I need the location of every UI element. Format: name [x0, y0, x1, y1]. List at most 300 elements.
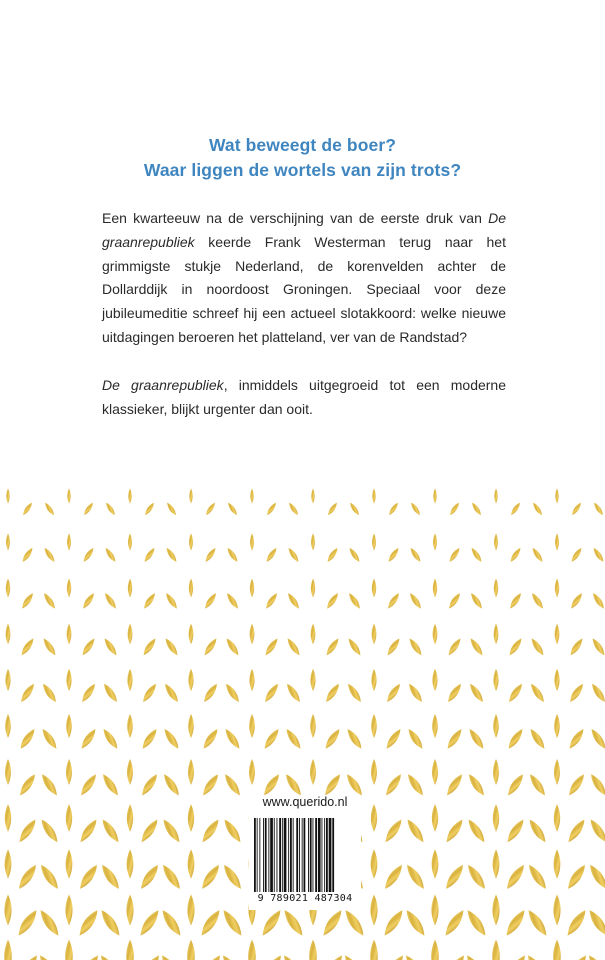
- book-title-italic: De graanrepubliek: [102, 376, 224, 393]
- gold-leaf-shape: [5, 849, 12, 878]
- gold-leaf-shape: [5, 759, 11, 785]
- gold-leaf-shape: [463, 953, 490, 960]
- gold-leaf-shape: [309, 940, 317, 960]
- barcode-bar: [274, 818, 275, 892]
- gold-leaf-shape: [347, 592, 362, 611]
- gold-leaf-shape: [14, 953, 41, 960]
- gold-leaf-shape: [204, 546, 218, 563]
- gold-leaf-shape: [128, 488, 132, 503]
- gold-leaf-shape: [143, 546, 157, 563]
- gold-leaf-shape: [508, 592, 523, 611]
- isbn-barcode: [252, 818, 360, 894]
- gold-leaf-shape: [99, 862, 123, 891]
- gold-leaf-shape: [162, 727, 182, 751]
- gold-leaf-shape: [0, 953, 2, 960]
- gold-leaf-shape: [570, 501, 582, 516]
- gold-leaf-shape: [493, 804, 499, 832]
- gold-leaf-shape: [565, 862, 589, 891]
- gold-leaf-shape: [525, 908, 550, 939]
- gold-leaf-shape: [503, 908, 528, 939]
- gold-leaf-shape: [447, 592, 462, 611]
- gold-leaf-shape: [137, 908, 162, 939]
- gold-leaf-shape: [82, 546, 96, 563]
- gold-leaf-shape: [591, 592, 605, 611]
- gold-leaf-shape: [505, 772, 526, 797]
- barcode-bar: [332, 818, 334, 892]
- gold-leaf-shape: [16, 862, 40, 891]
- gold-leaf-shape: [555, 579, 559, 598]
- gold-leaf-shape: [310, 669, 315, 691]
- gold-leaf-shape: [555, 624, 560, 645]
- gold-leaf-shape: [6, 579, 10, 598]
- gold-leaf-shape: [5, 669, 10, 691]
- gold-leaf-shape: [587, 817, 605, 844]
- gold-leaf-shape: [283, 772, 304, 797]
- gold-leaf-shape: [160, 817, 182, 844]
- gold-leaf-shape: [554, 669, 559, 691]
- gold-leaf-shape: [81, 592, 96, 611]
- gold-leaf-shape: [249, 759, 255, 785]
- publisher-url: www.querido.nl: [262, 795, 348, 809]
- gold-leaf-shape: [526, 862, 550, 891]
- gold-leaf-shape: [20, 592, 35, 611]
- gold-leaf-shape: [265, 501, 277, 516]
- gold-leaf-shape: [200, 772, 221, 797]
- gold-leaf-shape: [371, 804, 377, 832]
- gold-leaf-shape: [431, 894, 438, 925]
- barcode-bar: [322, 818, 323, 892]
- gold-leaf-shape: [566, 772, 587, 797]
- gold-leaf-shape: [188, 714, 194, 738]
- gold-leaf-shape: [322, 772, 343, 797]
- gold-leaf-shape: [188, 849, 195, 878]
- gold-leaf-shape: [403, 908, 428, 939]
- gold-leaf-shape: [554, 849, 561, 878]
- gold-leaf-shape: [43, 501, 55, 516]
- gold-leaf-shape: [161, 772, 182, 797]
- gold-leaf-shape: [323, 727, 343, 751]
- gold-leaf-shape: [67, 579, 71, 598]
- gold-leaf-shape: [468, 637, 485, 657]
- gold-leaf-shape: [432, 849, 439, 878]
- blurb-paragraph-2: [102, 374, 506, 422]
- gold-leaf-shape: [103, 592, 118, 611]
- gold-leaf-shape: [433, 624, 438, 645]
- gold-leaf-shape: [346, 637, 363, 657]
- gold-leaf-shape: [43, 546, 57, 563]
- book-title-italic: De graanrepubliek: [102, 210, 506, 250]
- gold-leaf-shape: [76, 908, 101, 939]
- gold-leaf-shape: [220, 908, 245, 939]
- gold-leaf-shape: [284, 727, 304, 751]
- gold-leaf-shape: [5, 804, 11, 832]
- gold-leaf-shape: [18, 727, 38, 751]
- gold-leaf-shape: [311, 488, 315, 503]
- blurb-text: , inmiddels uitgegroeid tot een moderne klassieker, blijkt urgenter dan ooit.: [102, 376, 506, 417]
- gold-leaf-shape: [250, 488, 254, 503]
- gold-leaf-shape: [139, 772, 160, 797]
- gold-leaf-shape: [100, 772, 121, 797]
- gold-leaf-shape: [42, 592, 57, 611]
- gold-leaf-shape: [65, 894, 72, 925]
- gold-leaf-shape: [448, 546, 462, 563]
- gold-leaf-shape: [160, 862, 184, 891]
- gold-leaf-shape: [527, 772, 548, 797]
- gold-leaf-shape: [82, 501, 94, 516]
- gold-leaf-shape: [223, 727, 243, 751]
- gold-leaf-shape: [372, 624, 377, 645]
- gold-leaf-shape: [101, 682, 119, 704]
- gold-leaf-shape: [381, 908, 406, 939]
- gold-leaf-shape: [204, 501, 216, 516]
- gold-leaf-shape: [226, 546, 240, 563]
- gold-leaf-shape: [408, 592, 423, 611]
- gold-leaf-shape: [589, 682, 605, 704]
- gold-leaf-shape: [0, 908, 1, 939]
- gold-leaf-shape: [79, 682, 97, 704]
- gold-leaf-shape: [341, 953, 368, 960]
- gold-leaf-shape: [506, 727, 526, 751]
- gold-leaf-shape: [371, 714, 377, 738]
- gold-leaf-shape: [128, 533, 132, 550]
- gold-leaf-shape: [250, 579, 254, 598]
- gold-leaf-shape: [469, 592, 484, 611]
- gold-leaf-shape: [467, 727, 487, 751]
- gold-leaf-shape: [387, 546, 401, 563]
- gold-leaf-shape: [554, 804, 560, 832]
- gold-leaf-shape: [465, 862, 489, 891]
- gold-leaf-shape: [219, 953, 246, 960]
- barcode-bar: [257, 818, 258, 892]
- gold-leaf-shape: [189, 579, 193, 598]
- gold-leaf-shape: [431, 940, 439, 960]
- gold-leaf-shape: [372, 488, 376, 503]
- gold-leaf-shape: [371, 759, 377, 785]
- gold-leaf-shape: [38, 862, 62, 891]
- gold-leaf-shape: [40, 727, 60, 751]
- gold-leaf-shape: [372, 579, 376, 598]
- gold-leaf-shape: [250, 624, 255, 645]
- gold-leaf-shape: [143, 501, 155, 516]
- tagline: [0, 133, 605, 183]
- gold-leaf-shape: [433, 579, 437, 598]
- gold-leaf-shape: [158, 953, 185, 960]
- gold-leaf-shape: [66, 849, 73, 878]
- gold-leaf-shape: [262, 727, 282, 751]
- gold-leaf-shape: [127, 759, 133, 785]
- gold-leaf-shape: [16, 817, 38, 844]
- gold-leaf-shape: [531, 546, 545, 563]
- gold-leaf-shape: [589, 727, 605, 751]
- gold-leaf-shape: [67, 624, 72, 645]
- gold-leaf-shape: [372, 533, 376, 550]
- gold-leaf-shape: [348, 546, 362, 563]
- gold-leaf-shape: [432, 669, 437, 691]
- gold-leaf-shape: [466, 772, 487, 797]
- gold-leaf-shape: [445, 727, 465, 751]
- gold-leaf-shape: [493, 714, 499, 738]
- gold-leaf-shape: [370, 894, 377, 925]
- gold-leaf-shape: [250, 533, 254, 550]
- gold-leaf-shape: [39, 772, 60, 797]
- gold-leaf-shape: [188, 669, 193, 691]
- gold-leaf-shape: [531, 501, 543, 516]
- gold-leaf-shape: [528, 727, 548, 751]
- gold-leaf-shape: [344, 772, 365, 797]
- gold-leaf-shape: [127, 849, 134, 878]
- blurb: [102, 207, 506, 421]
- gold-leaf-shape: [504, 817, 526, 844]
- gold-leaf-shape: [189, 624, 194, 645]
- gold-leaf-shape: [310, 714, 316, 738]
- gold-leaf-shape: [345, 682, 363, 704]
- gold-leaf-shape: [441, 953, 468, 960]
- gold-leaf-shape: [165, 501, 177, 516]
- gold-leaf-shape: [402, 953, 429, 960]
- barcode-bar: [296, 818, 298, 892]
- gold-leaf-shape: [97, 953, 124, 960]
- gold-leaf-shape: [75, 953, 102, 960]
- gold-leaf-shape: [286, 592, 301, 611]
- gold-leaf-shape: [281, 908, 306, 939]
- gold-leaf-shape: [98, 908, 123, 939]
- gold-leaf-shape: [404, 817, 426, 844]
- gold-leaf-shape: [386, 592, 401, 611]
- blurb-paragraph-1: [102, 207, 506, 350]
- gold-leaf-shape: [199, 817, 221, 844]
- gold-leaf-shape: [198, 908, 223, 939]
- gold-leaf-shape: [406, 682, 424, 704]
- gold-leaf-shape: [443, 817, 465, 844]
- gold-leaf-shape: [555, 488, 559, 503]
- barcode-bar: [254, 818, 256, 892]
- gold-leaf-shape: [221, 817, 243, 844]
- gold-leaf-shape: [553, 894, 560, 925]
- gold-leaf-shape: [370, 940, 378, 960]
- gold-leaf-shape: [494, 488, 498, 503]
- gold-leaf-shape: [528, 682, 546, 704]
- gold-leaf-shape: [493, 669, 498, 691]
- gold-leaf-shape: [325, 592, 340, 611]
- gold-leaf-shape: [567, 727, 587, 751]
- gold-leaf-shape: [187, 940, 195, 960]
- gold-leaf-shape: [565, 817, 587, 844]
- gold-leaf-shape: [4, 940, 12, 960]
- gold-leaf-shape: [66, 669, 71, 691]
- gold-leaf-shape: [65, 940, 73, 960]
- gold-leaf-shape: [141, 637, 158, 657]
- gold-leaf-shape: [432, 714, 438, 738]
- gold-leaf-shape: [383, 772, 404, 797]
- gold-leaf-shape: [464, 908, 489, 939]
- gold-leaf-shape: [467, 682, 485, 704]
- tagline-line-2: Waar liggen de wortels van zijn trots?: [143, 160, 462, 180]
- gold-leaf-shape: [384, 682, 402, 704]
- gold-leaf-shape: [142, 592, 157, 611]
- gold-leaf-shape: [326, 501, 338, 516]
- gold-leaf-shape: [588, 772, 605, 797]
- gold-leaf-shape: [592, 546, 605, 563]
- gold-leaf-shape: [432, 759, 438, 785]
- gold-leaf-shape: [443, 862, 467, 891]
- gold-leaf-shape: [21, 501, 33, 516]
- gold-leaf-shape: [6, 488, 10, 503]
- gold-leaf-shape: [66, 759, 72, 785]
- gold-leaf-shape: [224, 637, 241, 657]
- gold-leaf-shape: [37, 908, 62, 939]
- gold-leaf-shape: [259, 908, 284, 939]
- gold-leaf-shape: [569, 592, 584, 611]
- gold-leaf-shape: [188, 804, 194, 832]
- gold-leaf-shape: [36, 953, 63, 960]
- gold-leaf-shape: [248, 940, 256, 960]
- gold-leaf-shape: [384, 727, 404, 751]
- barcode-bar: [293, 818, 294, 892]
- gold-leaf-shape: [126, 940, 134, 960]
- gold-leaf-shape: [79, 727, 99, 751]
- barcode-bar: [282, 818, 283, 892]
- gold-leaf-shape: [382, 862, 406, 891]
- gold-leaf-shape: [409, 501, 421, 516]
- gold-leaf-shape: [102, 637, 119, 657]
- barcode-bar: [318, 818, 321, 892]
- gold-leaf-shape: [221, 862, 245, 891]
- gold-leaf-shape: [387, 501, 399, 516]
- gold-leaf-shape: [493, 849, 500, 878]
- gold-leaf-shape: [67, 533, 71, 550]
- gold-leaf-shape: [128, 579, 132, 598]
- gold-leaf-shape: [585, 953, 605, 960]
- gold-leaf-shape: [165, 546, 179, 563]
- gold-leaf-shape: [287, 501, 299, 516]
- gold-leaf-shape: [348, 501, 360, 516]
- gold-leaf-shape: [568, 637, 585, 657]
- gold-leaf-shape: [249, 669, 254, 691]
- gold-leaf-shape: [264, 592, 279, 611]
- gold-leaf-shape: [442, 908, 467, 939]
- gold-leaf-shape: [19, 637, 36, 657]
- gold-leaf-shape: [563, 953, 590, 960]
- gold-leaf-shape: [77, 817, 99, 844]
- gold-leaf-shape: [504, 862, 528, 891]
- gold-leaf-shape: [526, 817, 548, 844]
- gold-leaf-shape: [188, 759, 194, 785]
- gold-leaf-shape: [159, 908, 184, 939]
- gold-leaf-shape: [41, 637, 58, 657]
- barcode-bar: [329, 818, 332, 892]
- isbn-digits: 9 789021 487304: [257, 893, 353, 904]
- barcode-bar: [324, 818, 325, 892]
- gold-leaf-shape: [136, 953, 163, 960]
- gold-leaf-shape: [127, 714, 133, 738]
- gold-leaf-shape: [40, 682, 58, 704]
- gold-leaf-shape: [128, 624, 133, 645]
- gold-leaf-shape: [494, 624, 499, 645]
- gold-leaf-shape: [407, 637, 424, 657]
- gold-leaf-shape: [138, 817, 160, 844]
- barcode-bar: [263, 818, 264, 892]
- gold-leaf-shape: [470, 546, 484, 563]
- gold-leaf-shape: [371, 669, 376, 691]
- barcode-bar: [313, 818, 314, 892]
- gold-leaf-shape: [493, 759, 499, 785]
- gold-leaf-shape: [319, 953, 346, 960]
- gold-leaf-shape: [492, 894, 499, 925]
- gold-leaf-shape: [445, 682, 463, 704]
- gold-leaf-shape: [5, 714, 11, 738]
- gold-leaf-shape: [67, 488, 71, 503]
- barcode-bar: [265, 818, 267, 892]
- gold-leaf-shape: [470, 501, 482, 516]
- gold-leaf-shape: [448, 501, 460, 516]
- gold-leaf-shape: [226, 501, 238, 516]
- gold-leaf-shape: [554, 759, 560, 785]
- gold-leaf-shape: [38, 817, 60, 844]
- gold-leaf-shape: [202, 637, 219, 657]
- gold-leaf-shape: [432, 804, 438, 832]
- gold-leaf-shape: [261, 772, 282, 797]
- gold-leaf-shape: [66, 714, 72, 738]
- gold-leaf-shape: [554, 714, 560, 738]
- barcode-bar: [268, 818, 269, 892]
- gold-leaf-shape: [6, 533, 10, 550]
- gold-leaf-shape: [80, 637, 97, 657]
- gold-leaf-shape: [127, 669, 132, 691]
- gold-leaf-shape: [66, 804, 72, 832]
- gold-leaf-shape: [99, 817, 121, 844]
- gold-leaf-shape: [127, 804, 133, 832]
- gold-leaf-shape: [506, 682, 524, 704]
- gold-leaf-shape: [446, 637, 463, 657]
- gold-leaf-shape: [101, 727, 121, 751]
- gold-leaf-shape: [78, 772, 99, 797]
- barcode-bar: [308, 818, 309, 892]
- gold-leaf-shape: [201, 727, 221, 751]
- gold-leaf-shape: [249, 714, 255, 738]
- gold-leaf-shape: [380, 953, 407, 960]
- gold-leaf-shape: [263, 637, 280, 657]
- gold-leaf-shape: [320, 908, 345, 939]
- gold-leaf-shape: [406, 727, 426, 751]
- gold-leaf-shape: [323, 682, 341, 704]
- gold-leaf-shape: [265, 546, 279, 563]
- gold-leaf-shape: [262, 682, 280, 704]
- gold-leaf-shape: [4, 894, 11, 925]
- gold-leaf-shape: [222, 772, 243, 797]
- gold-leaf-shape: [385, 637, 402, 657]
- barcode-bar: [284, 818, 287, 892]
- gold-leaf-shape: [590, 637, 605, 657]
- gold-leaf-shape: [162, 682, 180, 704]
- gold-leaf-shape: [465, 817, 487, 844]
- gold-leaf-shape: [433, 533, 437, 550]
- barcode-bar: [315, 818, 317, 892]
- barcode-bar: [302, 818, 303, 892]
- gold-leaf-shape: [77, 862, 101, 891]
- gold-leaf-shape: [189, 533, 193, 550]
- gold-leaf-shape: [371, 849, 378, 878]
- gold-leaf-shape: [502, 953, 529, 960]
- gold-leaf-shape: [529, 637, 546, 657]
- gold-leaf-shape: [492, 940, 500, 960]
- gold-leaf-shape: [287, 546, 301, 563]
- gold-leaf-shape: [530, 592, 545, 611]
- gold-leaf-shape: [382, 817, 404, 844]
- gold-leaf-shape: [326, 546, 340, 563]
- barcode-bar: [279, 818, 281, 892]
- barcode-bar: [299, 818, 300, 892]
- tagline-line-1: Wat beweegt de boer?: [208, 135, 397, 155]
